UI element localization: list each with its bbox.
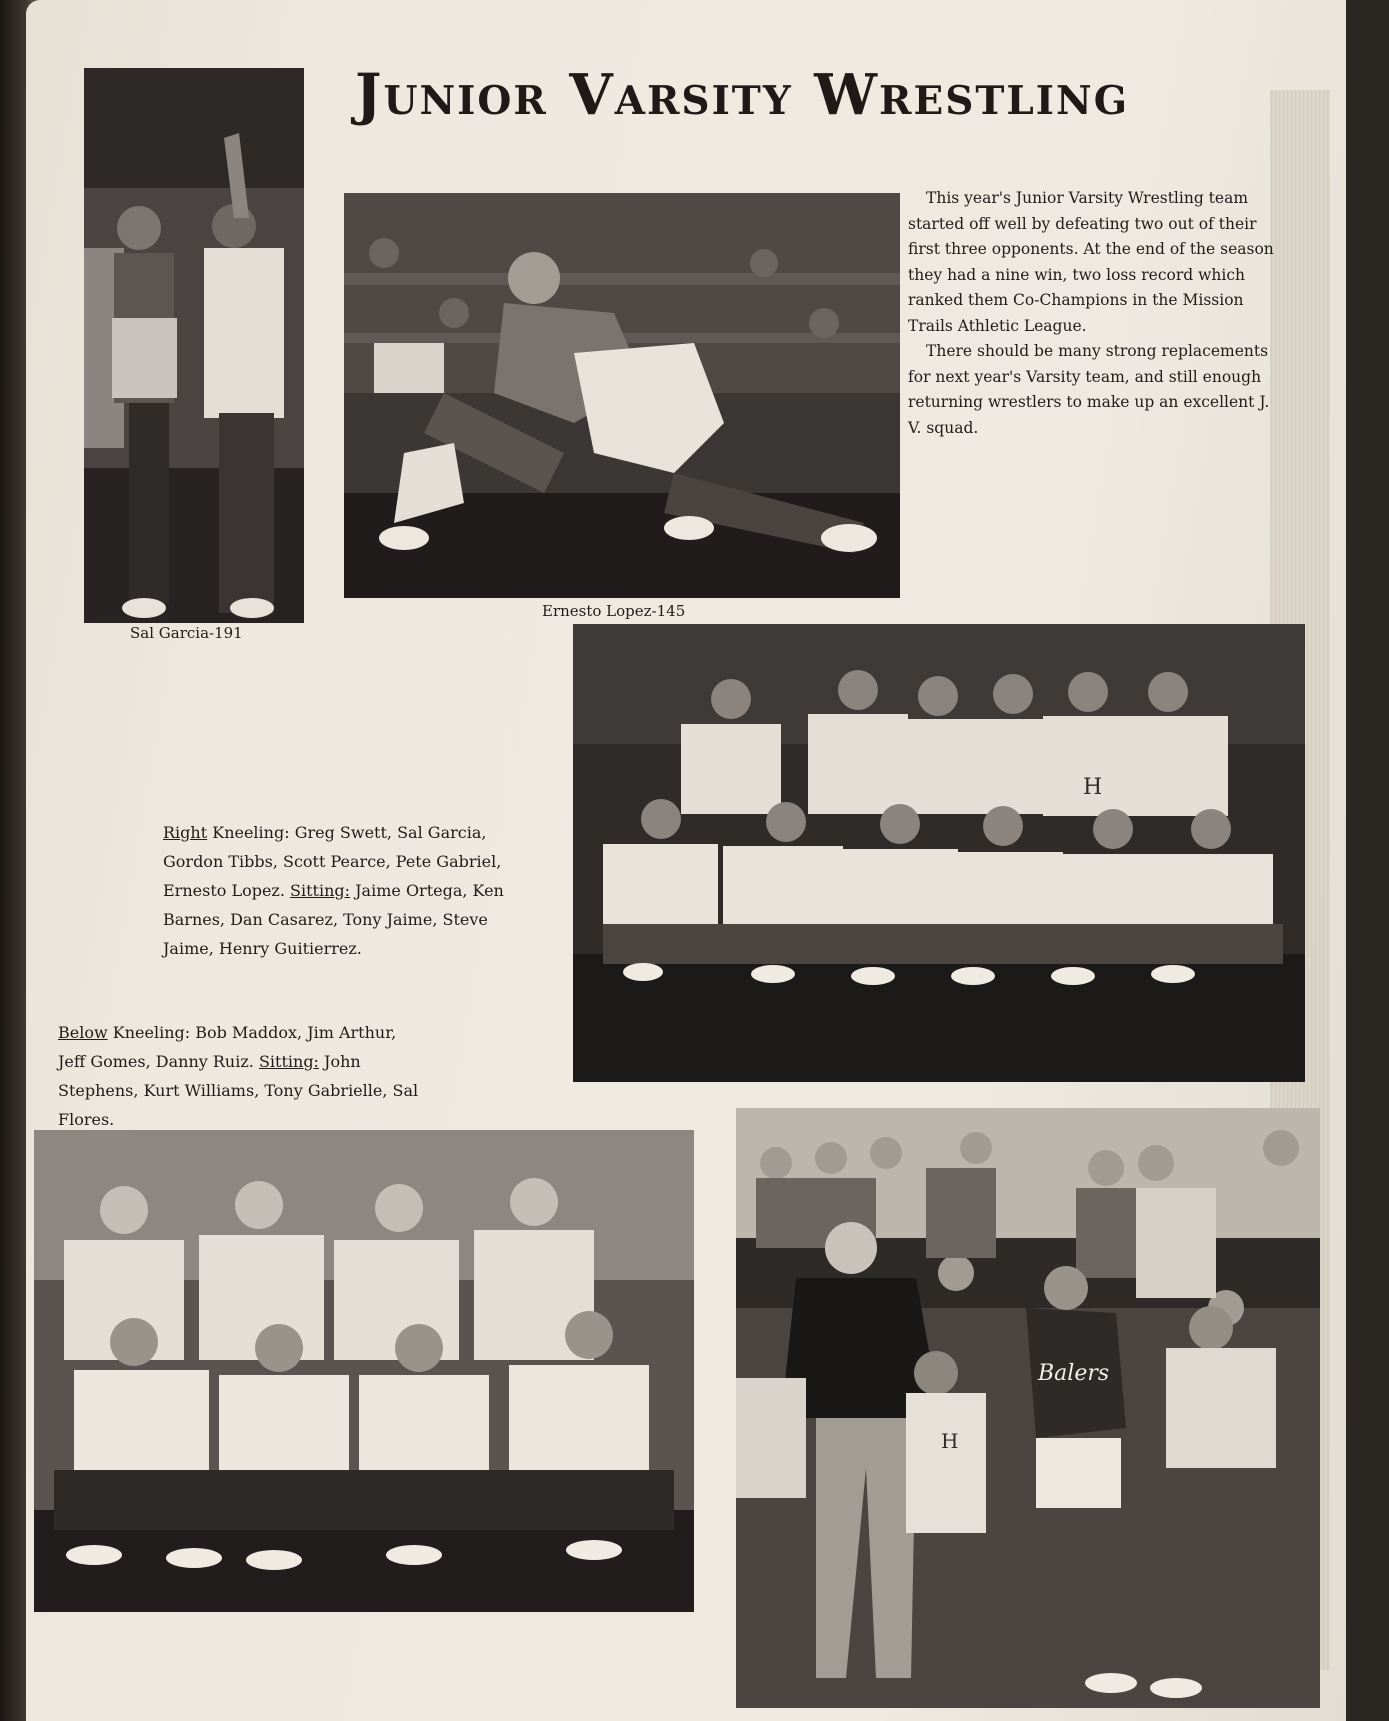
- article-paragraph: This year's Junior Varsity Wrestling team started off well by defeating two out of their first three opponents. At the end of the season they had a nine win, two loss record which ranked them Co-Champions in the Mission Trails Athletic League.: [908, 189, 1274, 335]
- article-text: [908, 186, 1278, 441]
- jacket-lettering: Balers: [1038, 1361, 1110, 1386]
- page-title: Junior Varsity Wrestling: [355, 62, 1129, 128]
- roster-sitting-names: John Stephens, Kurt Williams, Tony Gabrielle, Sal Flores.: [58, 1052, 419, 1129]
- roster-kneeling-names: Bob Maddox, Jim Arthur, Jeff Gomes, Danny Ruiz.: [58, 1023, 397, 1071]
- article-paragraph: There should be many strong replacements for next year's Varsity team, and still enough returning wrestlers to make up an excellent J. V. squad.: [908, 342, 1270, 437]
- shirt-letter: H: [1083, 775, 1103, 800]
- roster-kneeling-names: Greg Swett, Sal Garcia, Gordon Tibbs, Scott Pearce, Pete Gabriel, Ernesto Lopez.: [163, 823, 502, 900]
- caption-sal-garcia: Sal Garcia-191: [130, 624, 243, 642]
- photo-crowd: [736, 1108, 1320, 1708]
- roster-kneeling-label: Kneeling:: [212, 823, 290, 842]
- roster-sitting-label: Sitting:: [290, 881, 351, 900]
- photo-sal-garcia: [84, 68, 304, 623]
- shirt-letter: H: [941, 1429, 959, 1453]
- roster-position-label: Right: [163, 823, 208, 842]
- photo-ernesto-lopez: [344, 193, 900, 598]
- caption-ernesto-lopez: Ernesto Lopez-145: [542, 602, 686, 620]
- roster-right: [163, 818, 533, 963]
- roster-sitting-label: Sitting:: [258, 1052, 319, 1071]
- roster-below: [58, 1018, 428, 1134]
- roster-kneeling-label: Kneeling:: [112, 1023, 191, 1042]
- photo-team-right: [573, 624, 1305, 1082]
- roster-position-label: Below: [58, 1023, 108, 1042]
- roster-sitting-names: Jaime Ortega, Ken Barnes, Dan Casarez, Tony Jaime, Steve Jaime, Henry Guitierrez.: [163, 881, 504, 958]
- photo-team-below: [34, 1130, 694, 1612]
